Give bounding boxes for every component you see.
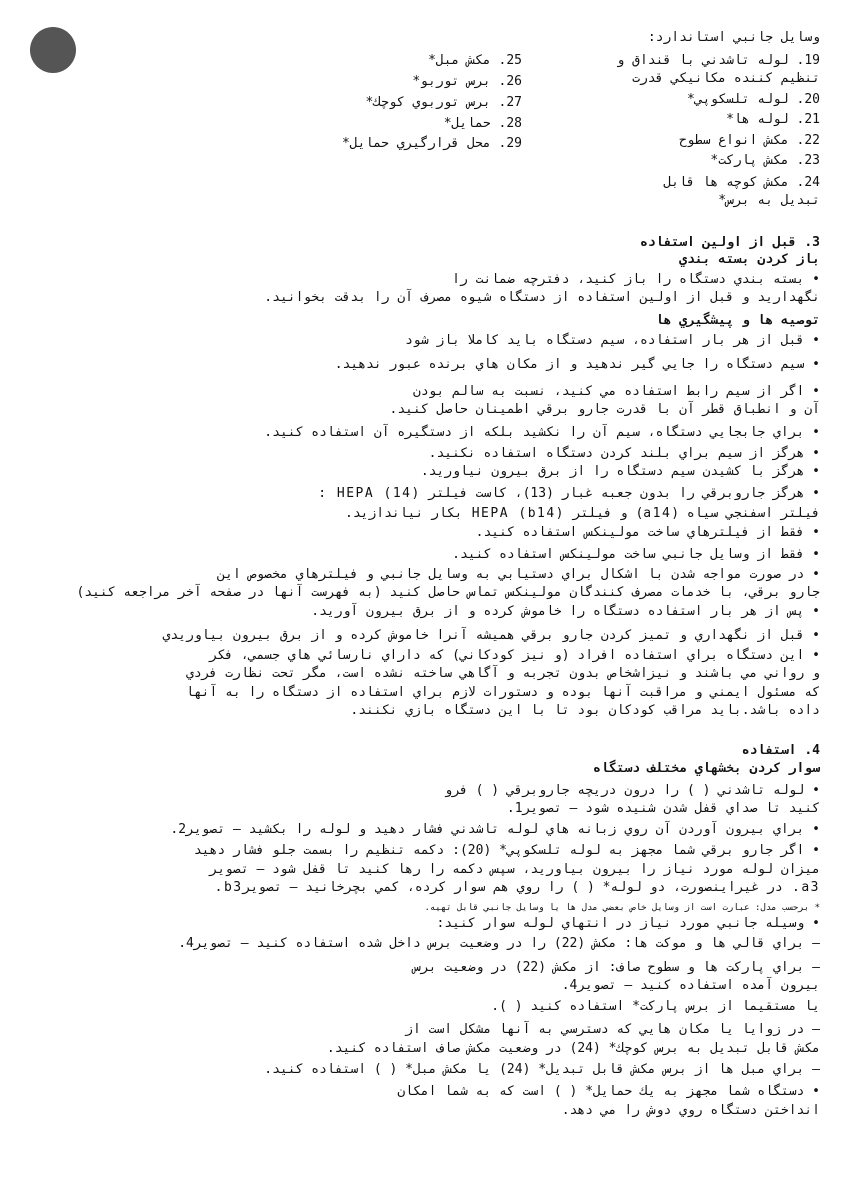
tip-line: • قبل از هر بار استفاده، سيم دستگاه بايد كاملا باز شود (405, 333, 820, 348)
tip-line: • اين دستگاه براي استفاده افراد (و نيز كودكاني) كه داراي نارسائي هاي جسمي، فكر (209, 648, 820, 663)
unpacking-text: • بسته بندي دستگاه را باز كنيد، دفترچه ضمانت را (452, 272, 820, 287)
usage-line: – براي پاركت ها و سطوح صاف: از مكش (22) در وضعيت برس (413, 960, 820, 975)
usage-line: – در زوايا يا مكان هايي كه دسترسي به آنها مشكل است از (405, 1022, 820, 1037)
usage-line: بيرون آمده استفاده كنيد – تصوير4. (561, 978, 820, 993)
accessory-item: 21. لوله ها* (726, 112, 820, 127)
tip-line: • فقط از فيلترهاي ساخت مولينكس استفاده كنيد. (475, 525, 820, 540)
usage-line: • دستگاه شما مجهز به يك حمايل* ( ) است كه به شما امكان (397, 1084, 820, 1099)
accessory-item: 29. محل قرارگيري حمايل* (341, 136, 522, 151)
tip-line: داده باشد.بايد مراقب كودكان بود تا با اين دستگاه بازي نكنند. (350, 703, 820, 718)
assembly-heading: سوار كردن بخشهاي مختلف دستگاه (593, 761, 820, 776)
usage-line: ميزان لوله مورد نياز را بيرون بياوريد، سپس دكمه را رها كنيد تا قفل شود – تصوير (209, 862, 820, 877)
usage-line: مكش قابل تبديل به برس كوچك* (24) در وضعيت مكش صاف استفاده كنيد. (326, 1041, 820, 1056)
tip-line: كه مسئول ايمني و مراقبت آنها بوده و دستورات لازم براي استفاده از دستگاه را به آنها (186, 685, 820, 700)
page-marker-circle (30, 27, 76, 73)
tip-line: • قبل از نگهداري و تميز كردن جارو برقي هميشه آنرا خاموش كرده و از برق بيرون بياوريدي (162, 628, 820, 643)
section-3-title: 3. قبل از اولين استفاده (639, 235, 820, 250)
unpacking-text: نگهداريد و قبل از اولين استفاده از دستگاه شيوه مصرف آن را بدقت بخوانيد. (264, 290, 820, 305)
accessory-item: تبديل به برس* (718, 193, 820, 208)
usage-line: a3. در غيراينصورت، دو لوله* ( ) را روي هم سوار كرده، كمي بچرخانيد – تصويرb3. (214, 880, 820, 895)
accessory-item: 26. برس توربو* (412, 74, 522, 89)
tip-line: و رواني مي باشند و نيزاشخاص بدون تجربه و آگاهي ساخته نشده است، مگر تحت نظارت فردي (186, 666, 820, 681)
usage-line: انداختن دستگاه روي دوش را مي دهد. (561, 1103, 820, 1118)
usage-line: كنيد تا صداي قفل شدن شنيده شود – تصوير1. (506, 801, 820, 816)
accessory-item: 24. مكش كوچه ها قابل (663, 175, 820, 190)
tip-line: • هرگز با كشيدن سيم دستگاه را از برق بيرون نياوريد. (420, 464, 820, 479)
accessory-item: تنظيم كننده مكانيكي قدرت (632, 71, 820, 86)
tip-line: • هرگز جاروبرقي را بدون جعبه غبار (13)، كاست فيلتر HEPA (14) : (318, 486, 820, 501)
accessory-item: 23. مكش پاركت* (710, 153, 820, 168)
usage-line: • براي بيرون آوردن آن روي زبانه هاي لوله تاشدني فشار دهيد و لوله را بكشيد – تصوير2. (170, 822, 820, 837)
accessory-item: 20. لوله تلسكوپي* (686, 92, 820, 107)
usage-line: • لوله تاشدني ( ) را درون دريچه جاروبرقي ( ) فرو (444, 783, 820, 798)
usage-line: • وسيله جانبي مورد نياز در انتهاي لوله سوار كنيد: (436, 916, 820, 931)
accessory-item: 22. مكش انواع سطوح (679, 133, 820, 148)
accessories-intro: وسايل جانبي استاندارد: (647, 30, 820, 45)
model-footnote: * برحسب مدل: عبارت است از وسايل خاص بعضي مدل ها يا وسايل جانبي قابل تهيه. (424, 903, 820, 913)
usage-line: – براي مبل ها از برس مكش قابل تبديل* (24) يا مكش مبل* ( ) استفاده كنيد. (264, 1062, 820, 1077)
section-4-title: 4. استفاده (741, 743, 820, 758)
tip-line: آن و انطباق قطر آن با قدرت جارو برقي اطمينان حاصل كنيد. (389, 402, 820, 417)
usage-line: • اگر جارو برقي شما مجهز به لوله تلسكوپي* (20): دكمه تنظيم را بسمت جلو فشار دهيد (193, 843, 820, 858)
unpacking-heading: باز كردن بسته بندي (679, 252, 820, 267)
tip-line: • پس از هر بار استفاده دستگاه را خاموش كرده و از برق بيرون آوريد. (311, 604, 820, 619)
usage-line: – براي قالي ها و موكت ها: مكش (22) را در وضعيت برس داخل شده استفاده كنيد – تصوير4. (178, 936, 820, 951)
accessory-item: 28. حمايل* (443, 116, 522, 131)
accessory-item: 25. مكش مبل* (428, 53, 522, 68)
tip-line: • اگر از سيم رابط استفاده مي كنيد، نسبت به سالم بودن (413, 384, 820, 399)
tip-line: جارو برقي، با خدمات مصرف كنندگان مولينكس تماس حاصل كنيد (به فهرست آنها در صفحه آخر مراجعه كنيد) (76, 585, 820, 600)
tip-line: • هرگز از سيم براي بلند كردن دستگاه استفاده نكنيد. (428, 446, 820, 461)
tip-line: • سيم دستگاه را جايي گير ندهيد و از مكان هاي برنده عبور ندهيد. (334, 357, 820, 372)
accessory-item: 27. برس توربوي كوچك* (365, 95, 522, 110)
tip-line: • فقط از وسايل جانبي ساخت مولينكس استفاده كنيد. (452, 547, 820, 562)
usage-line: يا مستقيما از برس پاركت* استفاده كنيد ( ). (491, 999, 820, 1014)
tips-heading: توصيه ها و پيشگيري ها (655, 313, 820, 328)
tip-line: فيلتر اسفنجي سياه (a14) و فيلتر HEPA (b14) بكار نياندازيد. (345, 506, 820, 521)
accessory-item: 19. لوله تاشدني با قنداق و (616, 53, 820, 68)
tip-line: • براي جابجايي دستگاه، سيم آن را نكشيد بلكه از دستگيره آن استفاده كنيد. (264, 425, 820, 440)
tip-line: • در صورت مواجه شدن با اشكال براي دستيابي به وسايل جانبي و فيلترهاي مخصوص اين (217, 567, 820, 582)
